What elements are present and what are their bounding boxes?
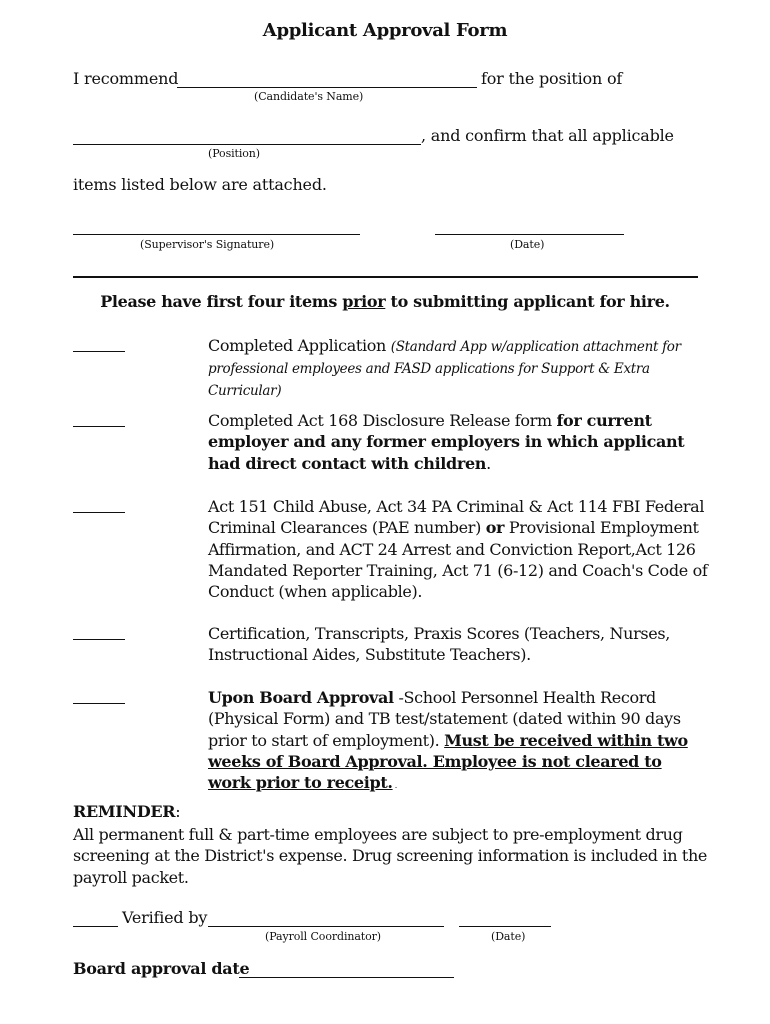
verified-check-line[interactable]: [73, 926, 118, 927]
check-line-board-approval[interactable]: [73, 703, 125, 704]
check-line-application[interactable]: [73, 351, 125, 352]
item-clearances: Act 151 Child Abuse, Act 34 PA Criminal & Act 114 FBI Federal Criminal Clearances (PAE number) or Provisional Employment Affirmation, and ACT 24 Arrest and Conviction Report,Act 126 Mandated Reporter Training, Act 71 (6-12) and Coach's Code of Conduct (when applicable).: [208, 497, 708, 602]
items-attached-text: items listed below are attached.: [73, 175, 327, 194]
board-approval-warning: Must be received within two weeks of Board Approval. Employee is not cleared to work prior to receipt.: [208, 730, 688, 793]
page-title: Applicant Approval Form: [262, 20, 508, 41]
instruction-text: Please have first four items prior to submitting applicant for hire.: [100, 292, 670, 311]
candidate-name-field[interactable]: [177, 87, 477, 88]
verified-date-label: (Date): [491, 930, 526, 943]
position-field[interactable]: [73, 144, 421, 145]
check-line-act168[interactable]: [73, 426, 125, 427]
supervisor-date-field[interactable]: [435, 234, 624, 235]
position-suffix: , and confirm that all applicable: [421, 126, 674, 145]
instruction-emphasis: prior: [342, 292, 386, 311]
verified-date-field[interactable]: [459, 926, 551, 927]
application-note: (Standard App w/application attachment for professional employees and FASD applications for Support & Extra Curricular): [208, 339, 681, 399]
board-approval-date-field[interactable]: [239, 977, 454, 978]
recommend-prefix: I recommend: [73, 69, 179, 88]
item-completed-application: Completed Application (Standard App w/application attachment for professional employees and FASD applications for Support & Extra Curricular): [208, 336, 681, 399]
check-line-clearances[interactable]: [73, 512, 125, 513]
payroll-coordinator-label: (Payroll Coordinator): [265, 930, 381, 943]
supervisor-signature-label: (Supervisor's Signature): [140, 238, 275, 251]
check-line-certification[interactable]: [73, 639, 125, 640]
reminder-text: All permanent full & part-time employees are subject to pre-employment drug screening at the District's expense. Drug screening information is included in the payroll packet.: [73, 825, 708, 887]
supervisor-signature-field[interactable]: [73, 234, 360, 235]
supervisor-date-label: (Date): [510, 238, 545, 251]
verified-label: Verified by: [122, 908, 208, 927]
item-board-approval: Upon Board Approval -School Personnel Health Record (Physical Form) and TB test/statement (dated within 90 days prior to start of employment). Must be received within two weeks of Board Approval. Employee is not cleared to work prior to receipt. .: [208, 688, 688, 793]
section-divider: [73, 276, 698, 278]
recommend-suffix: for the position of: [481, 69, 623, 88]
board-approval-date-label: Board approval date: [73, 959, 250, 978]
payroll-coordinator-field[interactable]: [208, 926, 444, 927]
position-label: (Position): [208, 147, 260, 160]
item-act168: Completed Act 168 Disclosure Release form for current employer and any former employers in which applicant had direct contact with children.: [208, 411, 685, 473]
reminder-heading: REMINDER:: [73, 802, 181, 821]
item-certification: Certification, Transcripts, Praxis Scores (Teachers, Nurses, Instructional Aides, Substitute Teachers).: [208, 624, 670, 665]
candidate-name-label: (Candidate's Name): [254, 90, 364, 103]
